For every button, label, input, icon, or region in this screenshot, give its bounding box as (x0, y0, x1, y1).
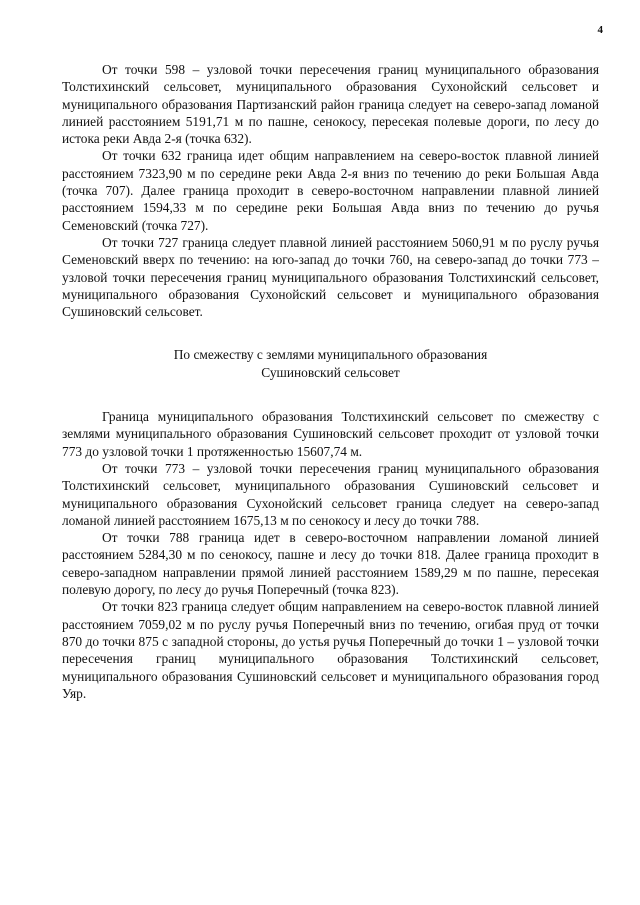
paragraph-point-632: От точки 632 граница идет общим направлением на северо-восток плавной линией расстоянием 7323,90 м по середине реки Авда 2-я вниз по течению до реки Большая Авда (точка 707). Далее граница проходит в северо-восточном направлении плавной линией расстоянием 1594,33 м по середине реки Большая Авда вниз по течению до ручья Семеновский (точка 727). (62, 148, 599, 233)
section-heading-line-1: По смежеству с землями муниципального образования (173, 347, 488, 363)
section-heading (62, 346, 599, 381)
paragraph-point-823: От точки 823 граница следует общим направлением на северо-восток плавной линией расстоянием 7059,02 м по руслу ручья Поперечный вниз по течению, огибая пруд от точки 870 до точки 875 с западной стороны, до устья ручья Поперечный до точки 1 – узловой точки пересечения границ муниципального образования Толстихинский сельсовет, муниципального образования Сушиновский сельсовет и муниципального образования город Уяр. (62, 599, 599, 701)
document-body (62, 61, 599, 702)
paragraph-boundary-summary: Граница муниципального образования Толстихинский сельсовет по смежеству с землями муниципального образования Сушиновский сельсовет проходит от узловой точки 773 до узловой точки 1 протяженностью 15607,74 м. (62, 409, 599, 459)
paragraph-point-598: От точки 598 – узловой точки пересечения границ муниципального образования Толстихинский сельсовет, муниципального образования Сухонойский сельсовет и муниципального образования Партизанский район граница следует на северо-запад ломаной линией расстоянием 5191,71 м по пашне, сенокосу, пересекая полевые дороги, по лесу до истока реки Авда 2-я (точка 632). (62, 62, 599, 147)
paragraph-point-773: От точки 773 – узловой точки пересечения границ муниципального образования Толстихинский сельсовет, муниципального образования Сушиновский сельсовет и муниципального образования Сухонойский сельсовет граница следует на северо-запад ломаной линией расстоянием 1675,13 м по сенокосу и лесу до точки 788. (62, 460, 599, 528)
paragraph-point-788: От точки 788 граница идет в северо-восточном направлении ломаной линией расстоянием 5284,30 м по сенокосу, пашне и лесу до точки 818. Далее граница проходит в северо-западном направлении прямой линией расстоянием 1589,29 м по пашне, пересекая полевую дорогу, по лесу до ручья Поперечный (точка 823). (62, 530, 599, 598)
paragraph-point-727: От точки 727 граница следует плавной линией расстоянием 5060,91 м по руслу ручья Семеновский вверх по течению: на юго-запад до точки 760, на северо-запад до точки 773 – узловой точки пересечения границ муниципального образования Толстихинский сельсовет, муниципального образования Сухонойский сельсовет и муниципального образования Сушиновский сельсовет. (62, 234, 599, 320)
section-heading-line-2: Сушиновский сельсовет (261, 364, 400, 380)
page-number: 4 (597, 24, 603, 36)
